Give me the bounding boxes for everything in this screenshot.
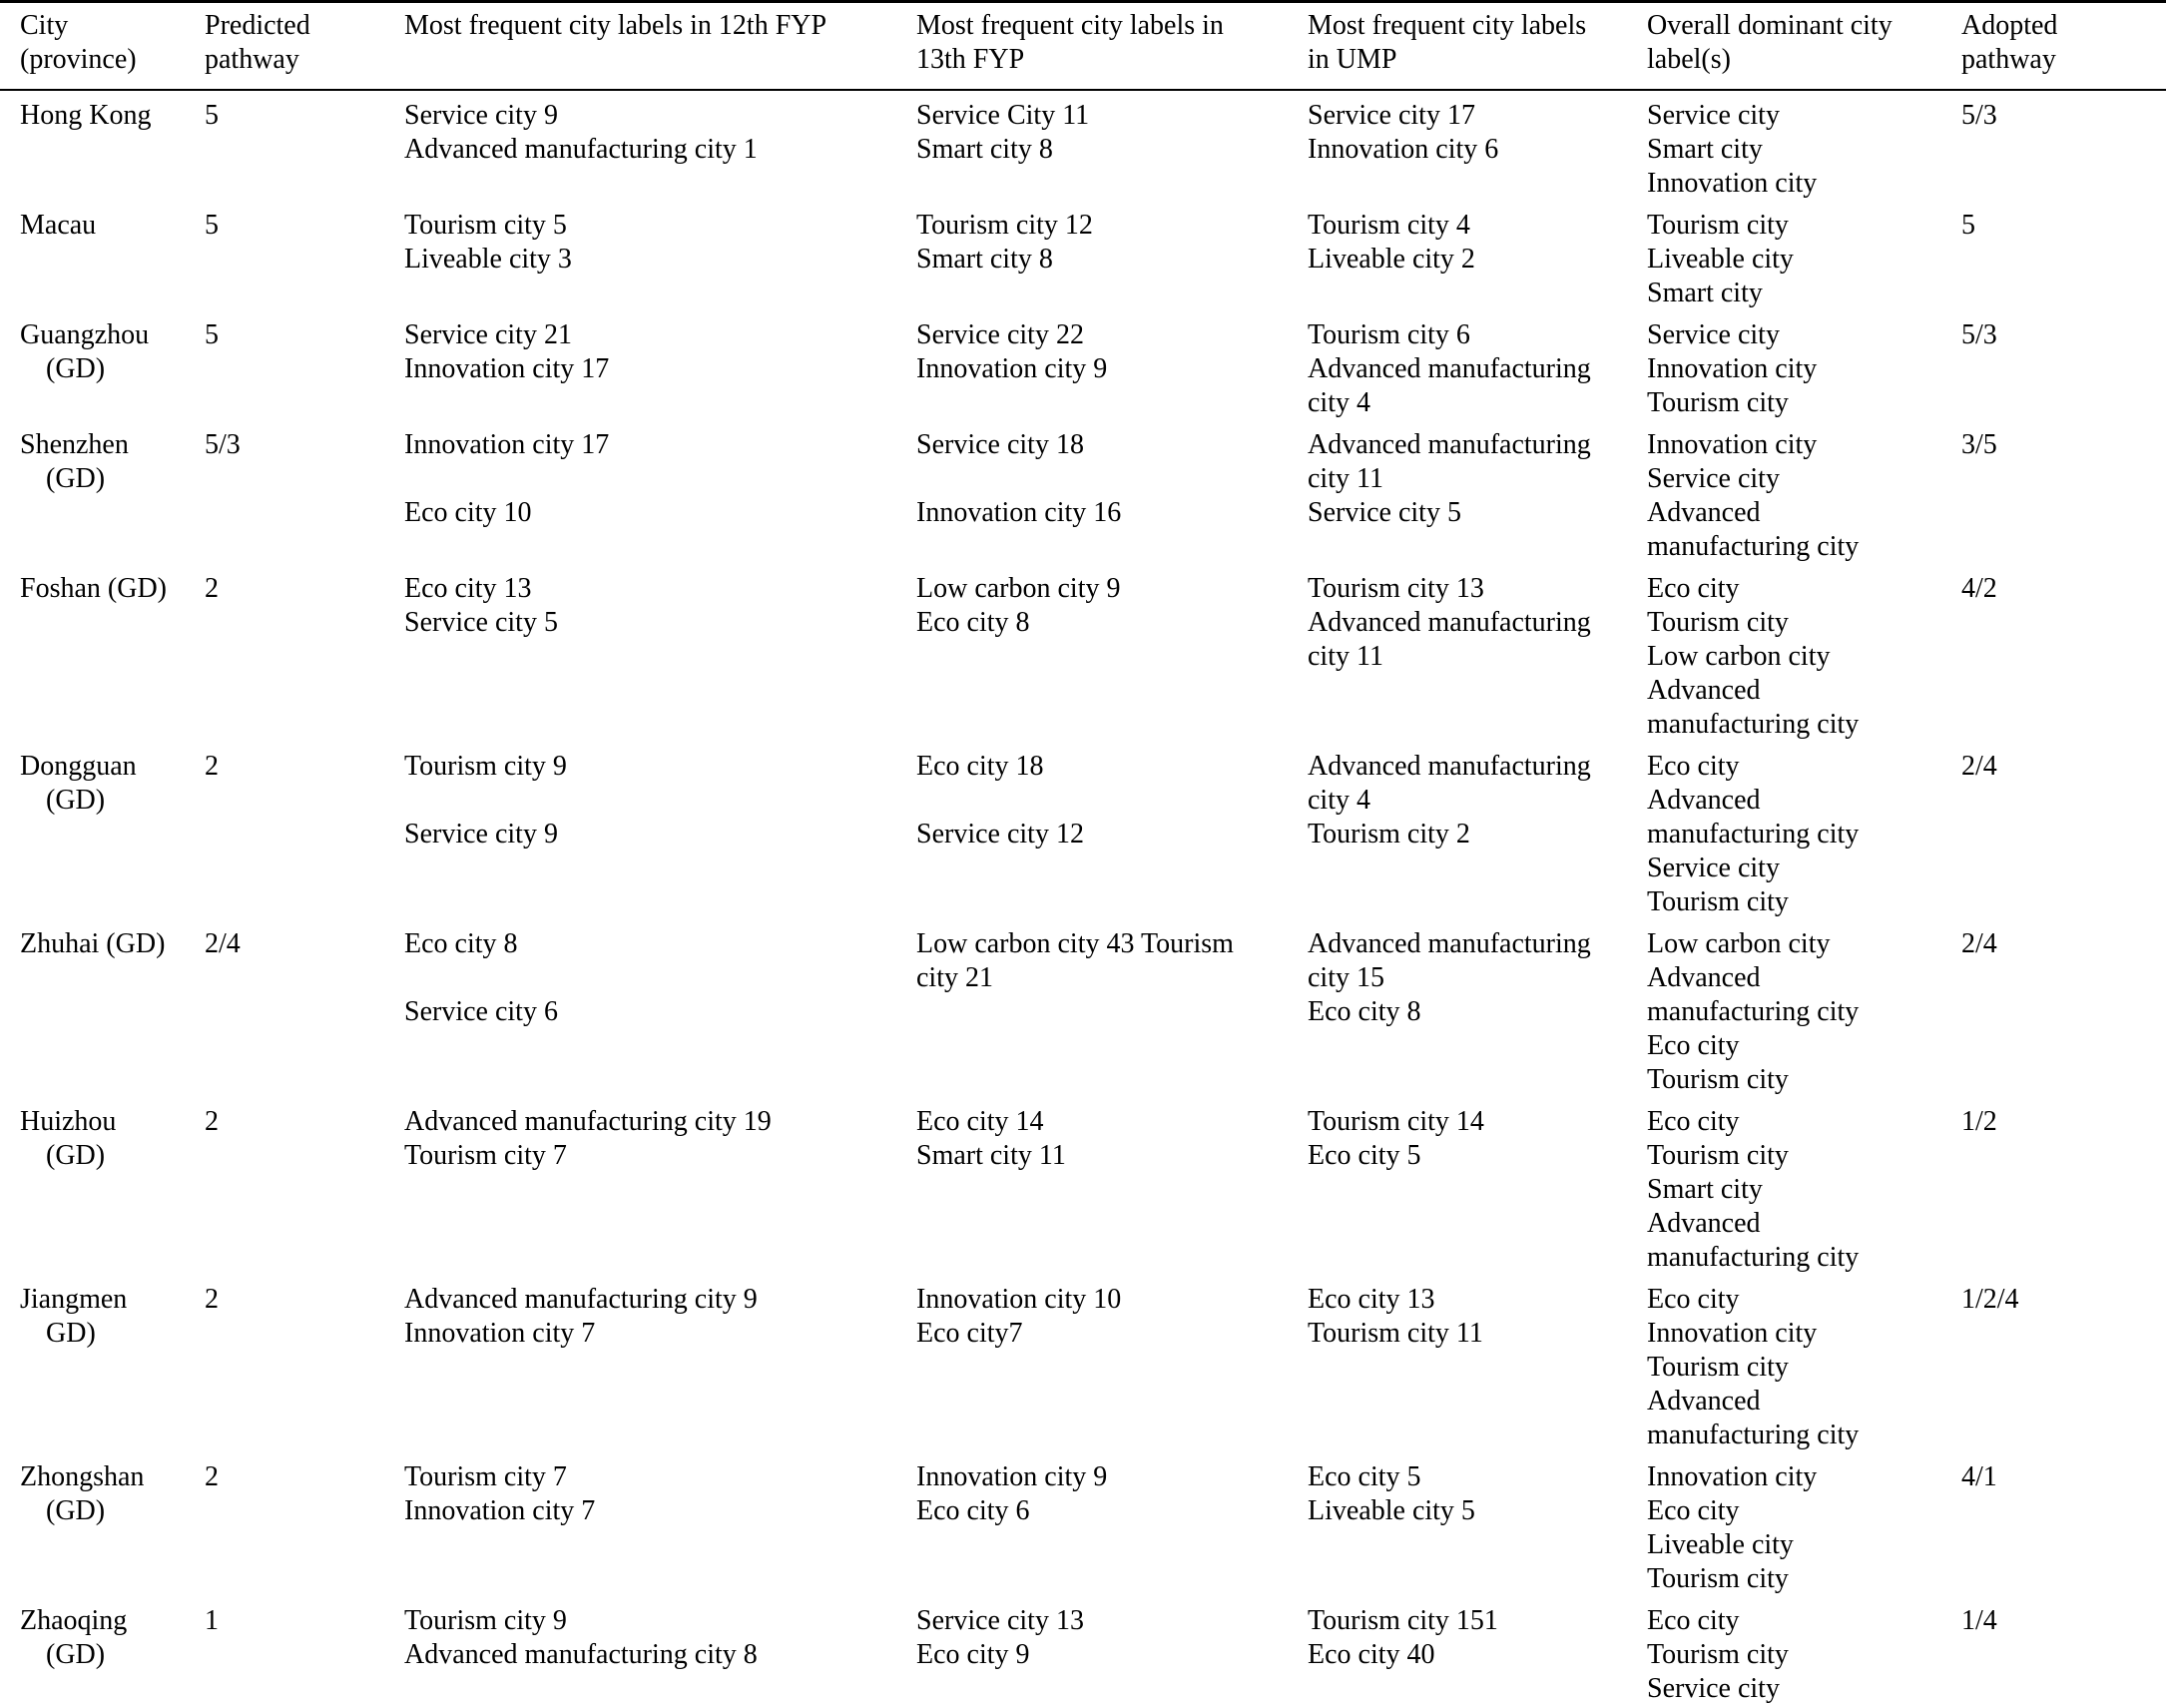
predicted-pathway-cell-line: 1: [205, 1605, 219, 1636]
city-cell: [0, 1275, 205, 1452]
dominant-labels-cell-line: Eco city: [1647, 573, 1740, 604]
city-cell-line: Zhaoqing: [20, 1605, 128, 1636]
labels-12th-fyp-cell-line: [404, 462, 900, 496]
labels-12th-fyp-cell-line: Eco city 13: [404, 573, 532, 604]
predicted-pathway-cell-line: 2/4: [205, 928, 241, 959]
dominant-labels-cell-line: Smart city: [1647, 1174, 1763, 1205]
dominant-labels-cell: [1647, 564, 1961, 742]
labels-12th-fyp-cell: [404, 1596, 916, 1706]
column-header-fyp13: [916, 2, 1308, 91]
column-header-line: label(s): [1647, 44, 1731, 75]
labels-ump-cell-line: Tourism city 2: [1308, 819, 1470, 850]
labels-ump-cell: [1308, 919, 1647, 1097]
city-cell: [0, 201, 205, 310]
adopted-pathway-cell-line: 1/4: [1961, 1605, 1997, 1636]
labels-13th-fyp-cell: [916, 201, 1308, 310]
dominant-labels-cell-line: Service city: [1647, 853, 1780, 883]
adopted-pathway-cell: [1961, 742, 2166, 919]
adopted-pathway-cell: [1961, 1097, 2166, 1275]
column-header-line: Most frequent city labels: [1308, 10, 1587, 41]
adopted-pathway-cell: [1961, 310, 2166, 420]
city-cell: [0, 1452, 205, 1596]
table-row-zhongshan: [0, 1452, 2166, 1596]
labels-13th-fyp-cell-line: Eco city 18: [916, 751, 1044, 782]
labels-12th-fyp-cell-line: Service city 9: [404, 100, 558, 131]
dominant-labels-cell-line: Smart city: [1647, 134, 1763, 165]
column-header-line: Predicted: [205, 10, 310, 41]
table-head: [0, 2, 2166, 91]
labels-13th-fyp-cell: [916, 420, 1308, 564]
dominant-labels-cell: [1647, 1097, 1961, 1275]
labels-ump-cell-line: Advanced manufacturing city 4: [1308, 751, 1591, 816]
table-header-row: [0, 2, 2166, 91]
labels-ump-cell-line: Eco city 5: [1308, 1140, 1421, 1171]
dominant-labels-cell: [1647, 420, 1961, 564]
dominant-labels-cell-line: Eco city: [1647, 1106, 1740, 1137]
labels-13th-fyp-cell-line: Smart city 11: [916, 1140, 1066, 1171]
dominant-labels-cell-line: Low carbon city: [1647, 928, 1831, 959]
labels-ump-cell-line: Eco city 13: [1308, 1284, 1435, 1315]
labels-12th-fyp-cell-line: Innovation city 7: [404, 1318, 596, 1349]
predicted-pathway-cell-line: 5: [205, 319, 219, 350]
labels-12th-fyp-cell-line: Innovation city 17: [404, 353, 610, 384]
labels-ump-cell-line: Liveable city 2: [1308, 244, 1475, 275]
adopted-pathway-cell: [1961, 564, 2166, 742]
labels-13th-fyp-cell-line: Service city 13: [916, 1605, 1084, 1636]
predicted-pathway-cell: [205, 1596, 404, 1706]
dominant-labels-cell-line: Liveable city: [1647, 244, 1794, 275]
dominant-labels-cell-line: Tourism city: [1647, 387, 1789, 418]
labels-ump-cell-line: Advanced manufacturing city 4: [1308, 353, 1591, 418]
labels-12th-fyp-cell: [404, 1275, 916, 1452]
dominant-labels-cell-line: Tourism city: [1647, 886, 1789, 917]
dominant-labels-cell-line: Tourism city: [1647, 1140, 1789, 1171]
predicted-pathway-cell: [205, 742, 404, 919]
dominant-labels-cell: [1647, 310, 1961, 420]
predicted-pathway-cell-line: 5: [205, 100, 219, 131]
dominant-labels-cell-line: Tourism city: [1647, 210, 1789, 241]
labels-13th-fyp-cell-line: Smart city 8: [916, 244, 1053, 275]
labels-12th-fyp-cell: [404, 90, 916, 201]
dominant-labels-cell-line: Liveable city: [1647, 1529, 1794, 1560]
predicted-pathway-cell-line: 2: [205, 751, 219, 782]
dominant-labels-cell-line: Tourism city: [1647, 1639, 1789, 1670]
labels-12th-fyp-cell-line: Advanced manufacturing city 8: [404, 1639, 758, 1670]
labels-12th-fyp-cell-line: Eco city 8: [404, 928, 518, 959]
labels-ump-cell-line: Advanced manufacturing city 11: [1308, 429, 1591, 494]
adopted-pathway-cell: [1961, 1275, 2166, 1452]
labels-12th-fyp-cell-line: Advanced manufacturing city 1: [404, 134, 758, 165]
labels-13th-fyp-cell-line: Service city 12: [916, 819, 1084, 850]
dominant-labels-cell-line: Innovation city: [1647, 353, 1818, 384]
adopted-pathway-cell-line: 1/2: [1961, 1106, 1997, 1137]
column-header-line: in UMP: [1308, 44, 1397, 75]
table-row-huizhou: [0, 1097, 2166, 1275]
city-cell: [0, 1596, 205, 1706]
labels-13th-fyp-cell: [916, 1452, 1308, 1596]
dominant-labels-cell: [1647, 742, 1961, 919]
dominant-labels-cell-line: Service city: [1647, 319, 1780, 350]
labels-ump-cell: [1308, 742, 1647, 919]
table-row-zhaoqing: [0, 1596, 2166, 1706]
city-cell-line: (GD): [46, 1495, 106, 1526]
labels-ump-cell-line: Eco city 5: [1308, 1461, 1421, 1492]
city-cell: [0, 90, 205, 201]
labels-ump-cell-line: Advanced manufacturing city 11: [1308, 607, 1591, 672]
labels-12th-fyp-cell-line: Innovation city 7: [404, 1495, 596, 1526]
labels-13th-fyp-cell-line: [916, 462, 1278, 496]
table-row-zhuhai-gd: [0, 919, 2166, 1097]
labels-13th-fyp-cell-line: Eco city7: [916, 1318, 1023, 1349]
predicted-pathway-cell: [205, 420, 404, 564]
adopted-pathway-cell-line: 5/3: [1961, 319, 1997, 350]
dominant-labels-cell-line: Eco city: [1647, 751, 1740, 782]
labels-12th-fyp-cell-line: Service city 6: [404, 996, 558, 1027]
city-cell-line: (GD): [46, 1140, 106, 1171]
predicted-pathway-cell-line: 2: [205, 1461, 219, 1492]
labels-12th-fyp-cell-line: [404, 784, 900, 818]
labels-ump-cell: [1308, 564, 1647, 742]
labels-ump-cell-line: Service city 17: [1308, 100, 1475, 131]
city-cell-line: Huizhou: [20, 1106, 117, 1137]
labels-13th-fyp-cell-line: Service city 18: [916, 429, 1084, 460]
predicted-pathway-cell: [205, 1097, 404, 1275]
predicted-pathway-cell-line: 5/3: [205, 429, 241, 460]
table-row-macau: [0, 201, 2166, 310]
dominant-labels-cell-line: Advanced manufacturing city: [1647, 675, 1860, 740]
table-row-jiangmen: [0, 1275, 2166, 1452]
labels-12th-fyp-cell: [404, 742, 916, 919]
city-cell-line: GD): [46, 1318, 96, 1349]
city-cell-line: (GD): [46, 463, 106, 494]
column-header-line: Adopted: [1961, 10, 2058, 41]
column-header-line: City: [20, 10, 69, 41]
dominant-labels-cell-line: Tourism city: [1647, 1563, 1789, 1594]
labels-12th-fyp-cell: [404, 564, 916, 742]
labels-ump-cell: [1308, 1097, 1647, 1275]
labels-ump-cell: [1308, 420, 1647, 564]
labels-13th-fyp-cell: [916, 919, 1308, 1097]
adopted-pathway-cell-line: 3/5: [1961, 429, 1997, 460]
city-cell-line: Guangzhou: [20, 319, 150, 350]
labels-ump-cell-line: Tourism city 4: [1308, 210, 1470, 241]
labels-12th-fyp-cell-line: Service city 9: [404, 819, 558, 850]
dominant-labels-cell-line: Advanced manufacturing city: [1647, 1386, 1860, 1450]
labels-13th-fyp-cell: [916, 564, 1308, 742]
labels-12th-fyp-cell-line: Tourism city 7: [404, 1461, 567, 1492]
labels-ump-cell-line: Tourism city 14: [1308, 1106, 1484, 1137]
labels-13th-fyp-cell: [916, 742, 1308, 919]
labels-12th-fyp-cell-line: Service city 5: [404, 607, 558, 638]
labels-ump-cell: [1308, 1596, 1647, 1706]
dominant-labels-cell-line: Innovation city: [1647, 1461, 1818, 1492]
adopted-pathway-cell-line: 4/1: [1961, 1461, 1997, 1492]
labels-12th-fyp-cell: [404, 420, 916, 564]
labels-12th-fyp-cell-line: Tourism city 5: [404, 210, 567, 241]
labels-12th-fyp-cell-line: Innovation city 17: [404, 429, 610, 460]
labels-13th-fyp-cell-line: Innovation city 9: [916, 1461, 1108, 1492]
predicted-pathway-cell-line: 2: [205, 1284, 219, 1315]
labels-13th-fyp-cell-line: Low carbon city 43 Tourism city 21: [916, 928, 1234, 993]
column-header-predicted: [205, 2, 404, 91]
labels-ump-cell: [1308, 1275, 1647, 1452]
dominant-labels-cell-line: Innovation city: [1647, 429, 1818, 460]
labels-13th-fyp-cell-line: Innovation city 9: [916, 353, 1108, 384]
column-header-line: Most frequent city labels in 12th FYP: [404, 10, 827, 41]
labels-ump-cell-line: Eco city 8: [1308, 996, 1421, 1027]
dominant-labels-cell-line: Eco city: [1647, 1495, 1740, 1526]
labels-13th-fyp-cell: [916, 1596, 1308, 1706]
predicted-pathway-cell: [205, 1275, 404, 1452]
labels-ump-cell-line: Advanced manufacturing city 15: [1308, 928, 1591, 993]
dominant-labels-cell-line: Eco city: [1647, 1030, 1740, 1061]
predicted-pathway-cell-line: 2: [205, 573, 219, 604]
column-header-line: Overall dominant city: [1647, 10, 1893, 41]
labels-ump-cell: [1308, 90, 1647, 201]
city-cell-line: Hong Kong: [20, 100, 152, 131]
city-cell-line: (GD): [46, 785, 106, 816]
labels-12th-fyp-cell-line: Advanced manufacturing city 19: [404, 1106, 772, 1137]
labels-13th-fyp-cell-line: Smart city 8: [916, 134, 1053, 165]
predicted-pathway-cell: [205, 201, 404, 310]
labels-12th-fyp-cell: [404, 310, 916, 420]
city-cell-line: Macau: [20, 210, 97, 241]
dominant-labels-cell: [1647, 1275, 1961, 1452]
adopted-pathway-cell-line: 5/3: [1961, 100, 1997, 131]
dominant-labels-cell-line: Advanced manufacturing city: [1647, 785, 1860, 850]
labels-13th-fyp-cell-line: Eco city 8: [916, 607, 1030, 638]
dominant-labels-cell-line: Advanced manufacturing city: [1647, 497, 1860, 562]
labels-13th-fyp-cell-line: Service city 22: [916, 319, 1084, 350]
dominant-labels-cell-line: Service city: [1647, 100, 1780, 131]
adopted-pathway-cell: [1961, 420, 2166, 564]
labels-12th-fyp-cell-line: Service city 21: [404, 319, 572, 350]
dominant-labels-cell: [1647, 90, 1961, 201]
predicted-pathway-cell-line: 5: [205, 210, 219, 241]
table-row-guangzhou: [0, 310, 2166, 420]
predicted-pathway-cell: [205, 564, 404, 742]
adopted-pathway-cell: [1961, 919, 2166, 1097]
dominant-labels-cell-line: Tourism city: [1647, 607, 1789, 638]
adopted-pathway-cell: [1961, 90, 2166, 201]
city-cell-line: Foshan (GD): [20, 573, 167, 604]
table-body: [0, 90, 2166, 1706]
city-cell-line: Dongguan: [20, 751, 137, 782]
labels-13th-fyp-cell: [916, 310, 1308, 420]
labels-13th-fyp-cell-line: Innovation city 16: [916, 497, 1122, 528]
city-cell-line: Zhuhai (GD): [20, 928, 166, 959]
labels-13th-fyp-cell-line: Service City 11: [916, 100, 1090, 131]
adopted-pathway-cell: [1961, 201, 2166, 310]
predicted-pathway-cell-line: 2: [205, 1106, 219, 1137]
dominant-labels-cell-line: Tourism city: [1647, 1352, 1789, 1383]
city-cell-line: Shenzhen: [20, 429, 129, 460]
labels-12th-fyp-cell-line: Tourism city 9: [404, 1605, 567, 1636]
labels-12th-fyp-cell-line: [404, 961, 900, 995]
column-header-dominant: [1647, 2, 1961, 91]
city-cell: [0, 1097, 205, 1275]
labels-12th-fyp-cell-line: Advanced manufacturing city 9: [404, 1284, 758, 1315]
dominant-labels-cell-line: Innovation city: [1647, 1318, 1818, 1349]
labels-ump-cell: [1308, 310, 1647, 420]
table-row-foshan-gd: [0, 564, 2166, 742]
dominant-labels-cell-line: Innovation city: [1647, 168, 1818, 199]
predicted-pathway-cell: [205, 90, 404, 201]
labels-ump-cell-line: Innovation city 6: [1308, 134, 1499, 165]
labels-13th-fyp-cell-line: Eco city 14: [916, 1106, 1044, 1137]
column-header-line: pathway: [1961, 44, 2056, 75]
labels-ump-cell-line: Tourism city 151: [1308, 1605, 1498, 1636]
labels-13th-fyp-cell: [916, 1097, 1308, 1275]
dominant-labels-cell: [1647, 1452, 1961, 1596]
city-cell: [0, 564, 205, 742]
dominant-labels-cell-line: Eco city: [1647, 1284, 1740, 1315]
column-header-adopted: [1961, 2, 2166, 91]
table-row-dongguan: [0, 742, 2166, 919]
adopted-pathway-cell-line: 2/4: [1961, 928, 1997, 959]
labels-13th-fyp-cell-line: Tourism city 12: [916, 210, 1093, 241]
column-header-line: (province): [20, 44, 137, 75]
labels-13th-fyp-cell-line: Innovation city 10: [916, 1284, 1122, 1315]
adopted-pathway-cell-line: 2/4: [1961, 751, 1997, 782]
city-cell-line: Zhongshan: [20, 1461, 145, 1492]
column-header-line: 13th FYP: [916, 44, 1025, 75]
labels-13th-fyp-cell: [916, 90, 1308, 201]
adopted-pathway-cell-line: 1/2/4: [1961, 1284, 2019, 1315]
table-row-hong-kong: [0, 90, 2166, 201]
labels-13th-fyp-cell-line: Eco city 6: [916, 1495, 1030, 1526]
column-header-city: [0, 2, 205, 91]
dominant-labels-cell-line: Advanced manufacturing city: [1647, 962, 1860, 1027]
labels-ump-cell-line: Service city 5: [1308, 497, 1461, 528]
predicted-pathway-cell: [205, 310, 404, 420]
city-cell-line: (GD): [46, 1639, 106, 1670]
labels-12th-fyp-cell: [404, 1452, 916, 1596]
labels-13th-fyp-cell-line: Low carbon city 9: [916, 573, 1121, 604]
column-header-ump: [1308, 2, 1647, 91]
labels-ump-cell-line: Tourism city 11: [1308, 1318, 1483, 1349]
dominant-labels-cell: [1647, 1596, 1961, 1706]
city-cell: [0, 420, 205, 564]
city-cell: [0, 310, 205, 420]
labels-12th-fyp-cell-line: Tourism city 9: [404, 751, 567, 782]
adopted-pathway-cell: [1961, 1452, 2166, 1596]
labels-12th-fyp-cell: [404, 201, 916, 310]
dominant-labels-cell-line: Tourism city: [1647, 1064, 1789, 1095]
column-header-line: Most frequent city labels in: [916, 10, 1224, 41]
city-cell: [0, 742, 205, 919]
labels-13th-fyp-cell-line: Eco city 9: [916, 1639, 1030, 1670]
adopted-pathway-cell-line: 4/2: [1961, 573, 1997, 604]
column-header-line: pathway: [205, 44, 299, 75]
city-cell: [0, 919, 205, 1097]
labels-12th-fyp-cell: [404, 919, 916, 1097]
dominant-labels-cell-line: Service city: [1647, 1673, 1780, 1704]
city-cell-line: Jiangmen: [20, 1284, 128, 1315]
labels-ump-cell-line: Tourism city 13: [1308, 573, 1484, 604]
labels-12th-fyp-cell-line: Liveable city 3: [404, 244, 572, 275]
dominant-labels-cell: [1647, 201, 1961, 310]
labels-13th-fyp-cell: [916, 1275, 1308, 1452]
predicted-pathway-cell: [205, 919, 404, 1097]
dominant-labels-cell-line: Low carbon city: [1647, 641, 1831, 672]
labels-ump-cell: [1308, 201, 1647, 310]
labels-ump-cell-line: Eco city 40: [1308, 1639, 1435, 1670]
labels-13th-fyp-cell-line: [916, 784, 1278, 818]
column-header-fyp12: [404, 2, 916, 91]
labels-ump-cell-line: Tourism city 6: [1308, 319, 1470, 350]
dominant-labels-cell-line: Service city: [1647, 463, 1780, 494]
dominant-labels-cell-line: Eco city: [1647, 1605, 1740, 1636]
labels-12th-fyp-cell-line: Eco city 10: [404, 497, 532, 528]
adopted-pathway-cell: [1961, 1596, 2166, 1706]
adopted-pathway-cell-line: 5: [1961, 210, 1975, 241]
table-row-shenzhen: [0, 420, 2166, 564]
labels-ump-cell: [1308, 1452, 1647, 1596]
labels-12th-fyp-cell-line: Tourism city 7: [404, 1140, 567, 1171]
predicted-pathway-cell: [205, 1452, 404, 1596]
dominant-labels-cell-line: Smart city: [1647, 278, 1763, 308]
dominant-labels-cell-line: Advanced manufacturing city: [1647, 1208, 1860, 1273]
labels-12th-fyp-cell: [404, 1097, 916, 1275]
dominant-labels-cell: [1647, 919, 1961, 1097]
city-cell-line: (GD): [46, 353, 106, 384]
labels-ump-cell-line: Liveable city 5: [1308, 1495, 1475, 1526]
